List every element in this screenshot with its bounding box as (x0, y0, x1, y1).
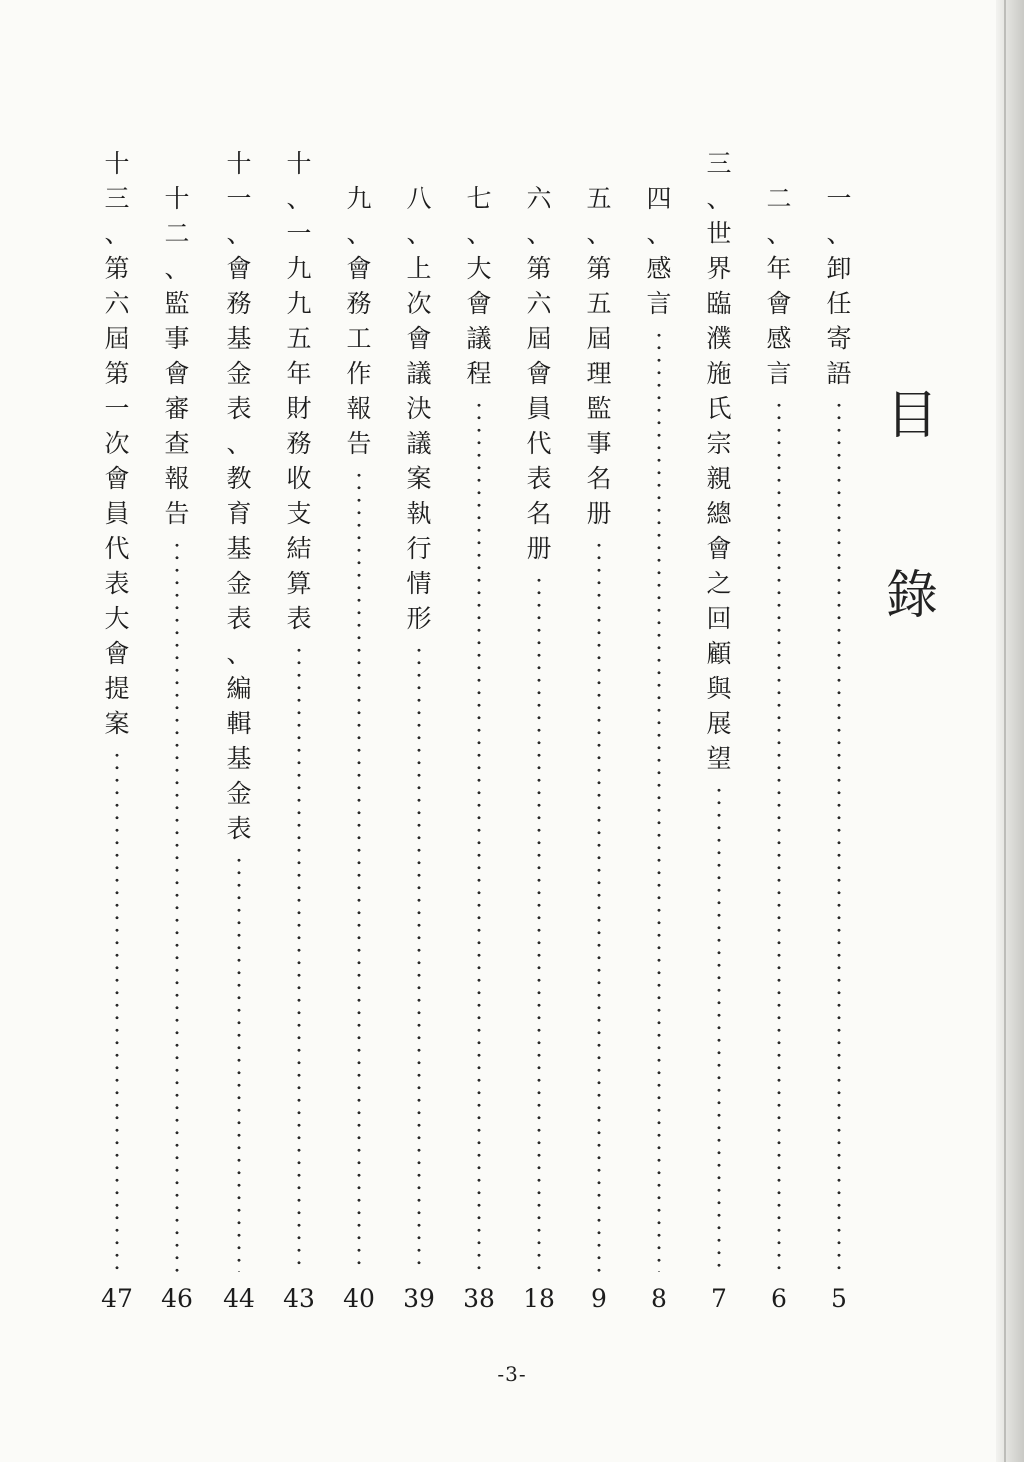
toc-leader-dots (657, 329, 661, 1272)
toc-leader-dots (537, 574, 541, 1272)
toc-entry-page: 44 (223, 1284, 255, 1313)
toc-title (880, 386, 944, 626)
toc-entry (222, 0, 256, 1462)
toc-leader-dots (175, 539, 179, 1272)
page-edge-shadow (996, 0, 1024, 1462)
toc-leader-dots (357, 469, 361, 1272)
toc-entry-label: 五 、 第 五 屆 理 監 事 名 册 (586, 184, 612, 528)
toc-entry-label: 三 、 世 界 臨 濮 施 氏 宗 親 總 會 之 回 顧 與 展 望 (706, 149, 732, 773)
page-edge-line (1004, 0, 1006, 1462)
toc-title-char-2: 錄 (885, 566, 938, 626)
toc-entry-page: 5 (831, 1284, 847, 1313)
toc-leader-dots (417, 644, 421, 1272)
toc-entry-page: 43 (283, 1284, 315, 1313)
toc-entry (822, 0, 856, 1462)
toc-entry-page: 46 (161, 1284, 193, 1313)
toc-entry-page: 9 (591, 1284, 607, 1313)
toc-leader-dots (777, 399, 781, 1272)
toc-leader-dots (477, 399, 481, 1272)
toc-entry-page: 18 (523, 1284, 555, 1313)
toc-entry-label: 十 三 、 第 六 屆 第 一 次 會 員 代 表 大 會 提 案 (104, 149, 130, 738)
toc-entry-label: 十 一 、 會 務 基 金 表 、 教 育 基 金 表 、 編 輯 基 金 表 (226, 149, 252, 843)
toc-entry-label: 八 、 上 次 會 議 決 議 案 執 行 情 形 (406, 184, 432, 633)
toc-title-char-1: 目 (885, 386, 938, 446)
toc-entry (702, 0, 736, 1462)
page-number-footer: -3- (497, 1362, 527, 1386)
toc-entry-label: 四 、 感 言 (646, 184, 672, 318)
toc-entry-page: 39 (403, 1284, 435, 1313)
toc-leader-dots (597, 539, 601, 1272)
toc-entry (100, 0, 134, 1462)
toc-entry (342, 0, 376, 1462)
toc-entry-label: 二 、 年 會 感 言 (766, 184, 792, 388)
toc-entry-page: 40 (343, 1284, 375, 1313)
toc-entry-label: 九 、 會 務 工 作 報 告 (346, 184, 372, 458)
toc-entry-page: 6 (771, 1284, 787, 1313)
toc-leader-dots (717, 784, 721, 1272)
toc-entry (642, 0, 676, 1462)
toc-entry-label: 七 、 大 會 議 程 (466, 184, 492, 388)
toc-entry (160, 0, 194, 1462)
toc-leader-dots (837, 399, 841, 1272)
toc-entry-page: 8 (651, 1284, 667, 1313)
toc-entry-page: 38 (463, 1284, 495, 1313)
toc-entry-page: 7 (711, 1284, 727, 1313)
toc-entry-label: 六 、 第 六 屆 會 員 代 表 名 册 (526, 184, 552, 563)
toc-leader-dots (297, 644, 301, 1272)
toc-leader-dots (237, 854, 241, 1272)
toc-entry (522, 0, 556, 1462)
toc-entry (462, 0, 496, 1462)
toc-entry-label: 十 、 一 九 九 五 年 財 務 收 支 結 算 表 (286, 149, 312, 633)
toc-entry (582, 0, 616, 1462)
toc-entry (762, 0, 796, 1462)
toc-leader-dots (115, 749, 119, 1272)
toc-entry (282, 0, 316, 1462)
toc-entry-page: 47 (101, 1284, 133, 1313)
toc-entry-label: 一 、 卸 任 寄 語 (826, 184, 852, 388)
toc-entry-label: 十 二 、 監 事 會 審 查 報 告 (164, 184, 190, 528)
toc-entry (402, 0, 436, 1462)
